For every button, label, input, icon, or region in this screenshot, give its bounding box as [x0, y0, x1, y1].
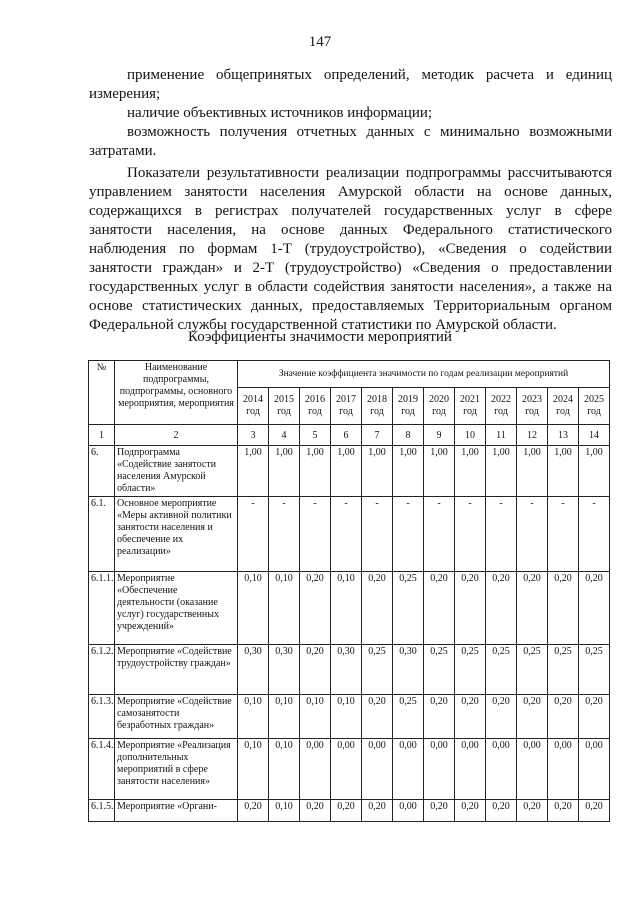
- value-cell: 0,20: [455, 572, 486, 645]
- value-cell: 0,20: [362, 695, 393, 739]
- value-cell: 0,00: [362, 739, 393, 800]
- year-header: 2014 год: [238, 388, 269, 425]
- row-name-cell: Мероприятие «Реализация дополнительных мероприятий в сфере занятости населения»: [115, 739, 238, 800]
- value-cell: 0,25: [393, 572, 424, 645]
- column-number-cell: 8: [393, 425, 424, 446]
- table-header-row: [89, 361, 610, 388]
- paragraph: применение общепринятых определений, методик расчета и единиц измерения;: [89, 67, 612, 102]
- value-cell: 0,20: [517, 695, 548, 739]
- value-cell: 0,00: [517, 739, 548, 800]
- value-cell: 0,00: [455, 739, 486, 800]
- value-cell: 0,20: [579, 572, 610, 645]
- value-cell: 1,00: [579, 446, 610, 497]
- year-header: 2020 год: [424, 388, 455, 425]
- value-cell: 0,25: [486, 645, 517, 695]
- year-header: 2019 год: [393, 388, 424, 425]
- value-cell: 1,00: [331, 446, 362, 497]
- value-cell: 0,25: [393, 695, 424, 739]
- value-cell: 0,25: [517, 645, 548, 695]
- value-cell: 0,10: [238, 739, 269, 800]
- table-row: [89, 695, 610, 739]
- value-cell: -: [486, 497, 517, 572]
- paragraph: наличие объективных источников информации;: [127, 105, 433, 121]
- column-number-cell: 10: [455, 425, 486, 446]
- body-text: [89, 66, 612, 335]
- year-header: 2018 год: [362, 388, 393, 425]
- value-cell: 0,30: [331, 645, 362, 695]
- value-cell: 1,00: [393, 446, 424, 497]
- row-name-cell: Мероприятие «Содействие трудоустройству граждан»: [115, 645, 238, 695]
- value-cell: 0,20: [517, 572, 548, 645]
- value-cell: 0,20: [517, 800, 548, 822]
- column-number-cell: 6: [331, 425, 362, 446]
- value-cell: 0,20: [424, 572, 455, 645]
- row-number-cell: 6.1.4.: [89, 739, 115, 800]
- paragraph: возможность получения отчетных данных с минимально возможными затратами.: [89, 124, 612, 159]
- value-cell: -: [238, 497, 269, 572]
- value-cell: 0,25: [362, 645, 393, 695]
- coefficients-table: [88, 360, 610, 822]
- value-cell: 0,10: [300, 695, 331, 739]
- header-number: №: [89, 361, 115, 425]
- value-cell: 0,00: [424, 739, 455, 800]
- value-cell: 1,00: [517, 446, 548, 497]
- value-cell: 0,10: [269, 800, 300, 822]
- value-cell: -: [300, 497, 331, 572]
- value-cell: 0,00: [393, 739, 424, 800]
- row-number-cell: 6.1.2.: [89, 645, 115, 695]
- value-cell: 0,30: [393, 645, 424, 695]
- value-cell: 1,00: [300, 446, 331, 497]
- value-cell: 1,00: [548, 446, 579, 497]
- header-values: Значение коэффициента значимости по годам реализации мероприятий: [238, 361, 610, 388]
- row-name-cell: Мероприятие «Обеспечение деятельности (оказание услуг) государственных учреждений»: [115, 572, 238, 645]
- value-cell: -: [517, 497, 548, 572]
- header-name: Наименование подпрограммы, подпрограммы, основного мероприятия, мероприятия: [115, 361, 238, 425]
- table-body: [89, 425, 610, 822]
- value-cell: 0,20: [362, 800, 393, 822]
- year-header: 2016 год: [300, 388, 331, 425]
- year-header: 2025 год: [579, 388, 610, 425]
- value-cell: 1,00: [269, 446, 300, 497]
- table-row: [89, 446, 610, 497]
- value-cell: 0,20: [548, 800, 579, 822]
- value-cell: 0,20: [548, 695, 579, 739]
- column-number-cell: 13: [548, 425, 579, 446]
- value-cell: 0,00: [393, 800, 424, 822]
- value-cell: 1,00: [486, 446, 517, 497]
- row-number-cell: 6.1.5.: [89, 800, 115, 822]
- row-number-cell: 6.1.: [89, 497, 115, 572]
- value-cell: -: [393, 497, 424, 572]
- value-cell: 1,00: [424, 446, 455, 497]
- value-cell: 0,00: [300, 739, 331, 800]
- column-number-cell: 5: [300, 425, 331, 446]
- value-cell: 0,25: [548, 645, 579, 695]
- value-cell: 0,10: [331, 695, 362, 739]
- table-row: [89, 645, 610, 695]
- row-name-cell: Мероприятие «Органи-: [115, 800, 238, 822]
- column-number-cell: 12: [517, 425, 548, 446]
- table-title: Коэффициенты значимости мероприятий: [188, 329, 452, 345]
- value-cell: 0,10: [269, 572, 300, 645]
- paragraph: Показатели результативности реализации подпрограммы рассчитываются управлением занятости населения Амурской области на основе данных, содержащихся в регистрах получателей государственных услуг в сфере занятости населения, на основе данных Федерального статистического наблюдения по формам 1-Т (трудоустройство), «Сведения о содействии занятости граждан» и 2-Т (трудоустройство) «Сведения о предоставлении государственных услуг в области содействия занятости населения», а также на основе статистических данных, предоставляемых Территориальным органом Федеральной службы государственной статистики по Амурской области.: [89, 165, 612, 333]
- value-cell: 0,25: [455, 645, 486, 695]
- value-cell: -: [548, 497, 579, 572]
- column-number-cell: 11: [486, 425, 517, 446]
- column-number-cell: 14: [579, 425, 610, 446]
- value-cell: 0,20: [548, 572, 579, 645]
- value-cell: 0,20: [486, 572, 517, 645]
- value-cell: 1,00: [238, 446, 269, 497]
- value-cell: 0,20: [238, 800, 269, 822]
- column-number-cell: 4: [269, 425, 300, 446]
- value-cell: 0,10: [331, 572, 362, 645]
- column-number-cell: 9: [424, 425, 455, 446]
- value-cell: 0,00: [579, 739, 610, 800]
- column-number-cell: 1: [89, 425, 115, 446]
- row-name-cell: Мероприятие «Содействие самозанятости безработных граждан»: [115, 695, 238, 739]
- row-name-cell: Основное мероприятие «Меры активной политики занятости населения и обеспечение их реализации»: [115, 497, 238, 572]
- value-cell: 0,10: [269, 695, 300, 739]
- value-cell: 1,00: [455, 446, 486, 497]
- value-cell: 0,10: [269, 739, 300, 800]
- year-header: 2021 год: [455, 388, 486, 425]
- value-cell: 0,00: [331, 739, 362, 800]
- year-header: 2023 год: [517, 388, 548, 425]
- table-row: [89, 739, 610, 800]
- value-cell: 0,10: [238, 695, 269, 739]
- column-number-cell: 2: [115, 425, 238, 446]
- table-row: [89, 497, 610, 572]
- value-cell: 0,20: [455, 800, 486, 822]
- column-number-cell: 3: [238, 425, 269, 446]
- value-cell: 0,20: [486, 800, 517, 822]
- column-number-cell: 7: [362, 425, 393, 446]
- value-cell: 0,20: [455, 695, 486, 739]
- value-cell: -: [455, 497, 486, 572]
- value-cell: -: [269, 497, 300, 572]
- row-name-cell: Подпрограмма «Содействие занятости населения Амурской области»: [115, 446, 238, 497]
- year-header: 2015 год: [269, 388, 300, 425]
- value-cell: 1,00: [362, 446, 393, 497]
- year-header: 2024 год: [548, 388, 579, 425]
- table-row: [89, 572, 610, 645]
- value-cell: -: [424, 497, 455, 572]
- value-cell: 0,10: [238, 572, 269, 645]
- value-cell: 0,20: [579, 695, 610, 739]
- value-cell: 0,20: [579, 800, 610, 822]
- value-cell: -: [362, 497, 393, 572]
- value-cell: 0,30: [238, 645, 269, 695]
- value-cell: 0,20: [486, 695, 517, 739]
- year-header: 2017 год: [331, 388, 362, 425]
- row-number-cell: 6.1.1.: [89, 572, 115, 645]
- row-number-cell: 6.1.3.: [89, 695, 115, 739]
- value-cell: 0,25: [579, 645, 610, 695]
- value-cell: -: [331, 497, 362, 572]
- value-cell: 0,20: [362, 572, 393, 645]
- value-cell: 0,20: [300, 572, 331, 645]
- value-cell: 0,20: [424, 695, 455, 739]
- table-row: [89, 800, 610, 822]
- value-cell: 0,20: [424, 800, 455, 822]
- column-number-row: [89, 425, 610, 446]
- value-cell: -: [579, 497, 610, 572]
- value-cell: 0,20: [300, 800, 331, 822]
- value-cell: 0,20: [331, 800, 362, 822]
- page-number: 147: [308, 34, 332, 50]
- value-cell: 0,25: [424, 645, 455, 695]
- value-cell: 0,30: [269, 645, 300, 695]
- value-cell: 0,00: [486, 739, 517, 800]
- value-cell: 0,00: [548, 739, 579, 800]
- year-header: 2022 год: [486, 388, 517, 425]
- value-cell: 0,20: [300, 645, 331, 695]
- row-number-cell: 6.: [89, 446, 115, 497]
